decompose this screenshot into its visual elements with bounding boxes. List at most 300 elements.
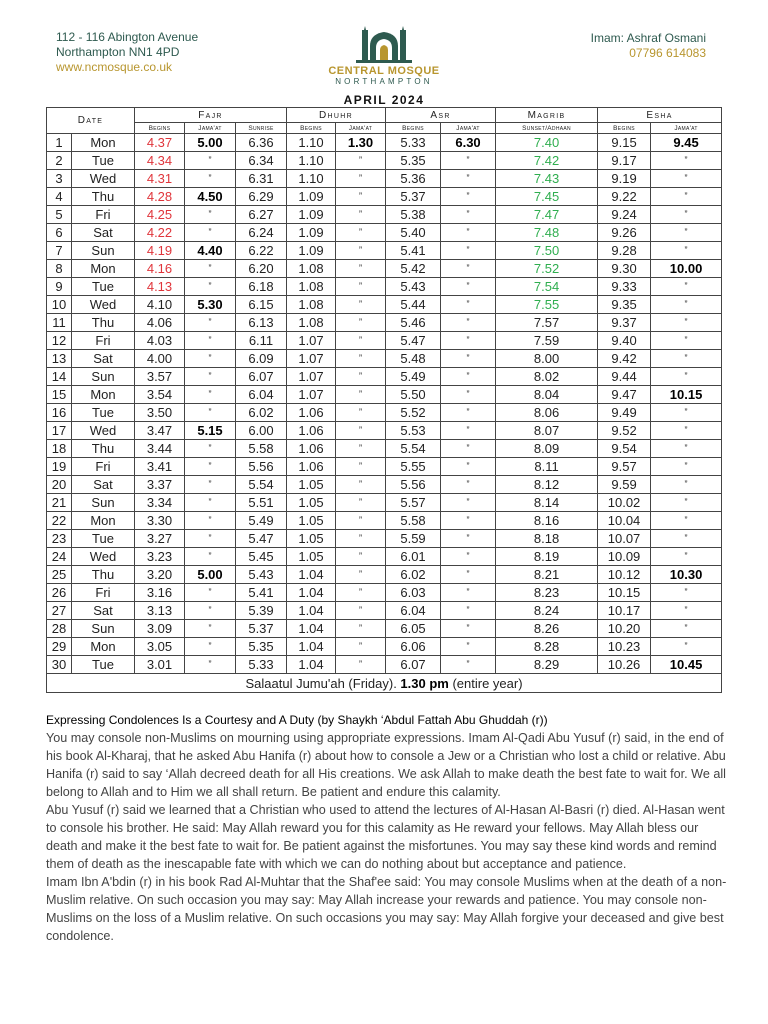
table-row [47,638,722,656]
asr-begins-cell: 6.06 [386,638,441,656]
fajr-begins-cell: 3.30 [135,512,185,530]
day-name-cell: Tue [72,530,135,548]
day-number-cell: 19 [47,458,72,476]
asr-jamaat-cell: ” [441,512,496,530]
esha-jamaat-cell: ” [651,242,722,260]
esha-begins-cell: 9.57 [598,458,651,476]
asr-jamaat-cell: 6.30 [441,134,496,152]
day-number-cell: 2 [47,152,72,170]
fajr-begins-cell: 3.23 [135,548,185,566]
day-name-cell: Wed [72,170,135,188]
asr-jamaat-cell: ” [441,170,496,188]
day-name-cell: Sat [72,350,135,368]
day-name-cell: Thu [72,188,135,206]
asr-begins-cell: 5.57 [386,494,441,512]
magrib-sunset-cell: 7.52 [496,260,598,278]
asr-begins-cell: 5.38 [386,206,441,224]
table-row [47,440,722,458]
dhuhr-begins-cell: 1.04 [287,566,336,584]
fajr-begins-cell: 3.09 [135,620,185,638]
sunrise-cell: 6.11 [236,332,287,350]
magrib-sunset-cell: 8.16 [496,512,598,530]
day-number-cell: 20 [47,476,72,494]
table-row [47,368,722,386]
magrib-sunset-cell: 7.57 [496,314,598,332]
day-name-cell: Thu [72,566,135,584]
dhuhr-jamaat-cell: ” [336,512,386,530]
day-number-cell: 21 [47,494,72,512]
asr-jamaat-cell: ” [441,584,496,602]
fajr-jamaat-cell: ” [185,458,236,476]
fajr-jamaat-cell: ” [185,314,236,332]
magrib-sunset-cell: 7.59 [496,332,598,350]
dhuhr-begins-cell: 1.07 [287,350,336,368]
esha-begins-header: Begins [598,123,651,134]
day-name-cell: Fri [72,458,135,476]
dhuhr-begins-cell: 1.04 [287,638,336,656]
esha-jamaat-header: Jama'at [651,123,722,134]
esha-begins-cell: 9.49 [598,404,651,422]
table-row [47,278,722,296]
asr-jamaat-cell: ” [441,188,496,206]
sunrise-cell: 5.56 [236,458,287,476]
dhuhr-jamaat-cell: ” [336,602,386,620]
asr-jamaat-cell: ” [441,278,496,296]
sunrise-cell: 5.35 [236,638,287,656]
day-name-cell: Mon [72,386,135,404]
asr-jamaat-cell: ” [441,476,496,494]
magrib-sunset-cell: 7.40 [496,134,598,152]
logo-name: CENTRAL MOSQUE [328,65,440,77]
prayer-timetable [46,107,722,693]
fajr-jamaat-cell: 5.00 [185,134,236,152]
fajr-jamaat-cell: 4.40 [185,242,236,260]
esha-jamaat-cell: ” [651,422,722,440]
fajr-jamaat-cell: ” [185,206,236,224]
table-row [47,188,722,206]
day-name-cell: Fri [72,206,135,224]
fajr-begins-cell: 4.16 [135,260,185,278]
fajr-begins-cell: 3.57 [135,368,185,386]
asr-begins-cell: 5.35 [386,152,441,170]
fajr-begins-cell: 4.22 [135,224,185,242]
day-number-cell: 26 [47,584,72,602]
asr-jamaat-cell: ” [441,530,496,548]
header-row-sub [47,123,722,134]
table-row [47,548,722,566]
esha-begins-cell: 9.54 [598,440,651,458]
fajr-jamaat-cell: ” [185,530,236,548]
esha-jamaat-cell: ” [651,404,722,422]
month-title: APRIL 2024 [343,93,425,107]
esha-jamaat-cell: ” [651,224,722,242]
asr-begins-cell: 6.03 [386,584,441,602]
dhuhr-begins-cell: 1.04 [287,602,336,620]
fajr-jamaat-cell: ” [185,404,236,422]
day-name-cell: Sun [72,368,135,386]
fajr-begins-cell: 3.54 [135,386,185,404]
esha-jamaat-cell: ” [651,296,722,314]
asr-begins-cell: 6.07 [386,656,441,674]
fajr-begins-cell: 3.05 [135,638,185,656]
magrib-sunset-cell: 8.04 [496,386,598,404]
asr-jamaat-header: Jama'at [441,123,496,134]
esha-jamaat-cell: 10.45 [651,656,722,674]
article-title: Expressing Condolences Is a Courtesy and A Duty (by Shaykh ‘Abdul Fattah Abu Ghuddah (r)) [46,713,548,727]
fajr-jamaat-cell: ” [185,584,236,602]
asr-jamaat-cell: ” [441,368,496,386]
asr-jamaat-cell: ” [441,656,496,674]
asr-jamaat-cell: ” [441,638,496,656]
sunrise-cell: 5.33 [236,656,287,674]
fajr-jamaat-cell: ” [185,224,236,242]
dhuhr-jamaat-cell: ” [336,368,386,386]
dhuhr-begins-cell: 1.05 [287,530,336,548]
fajr-begins-cell: 4.25 [135,206,185,224]
day-number-cell: 27 [47,602,72,620]
website-link[interactable]: www.ncmosque.co.uk [56,60,173,74]
timetable-body [47,134,722,674]
sunrise-cell: 5.41 [236,584,287,602]
table-row [47,566,722,584]
table-row [47,512,722,530]
dhuhr-jamaat-cell: ” [336,152,386,170]
dhuhr-jamaat-cell: ” [336,296,386,314]
esha-begins-cell: 9.24 [598,206,651,224]
dhuhr-jamaat-cell: ” [336,548,386,566]
esha-jamaat-cell: ” [651,440,722,458]
article-paragraph-2: Abu Yusuf (r) said we learned that a Christian who used to attend the lectures of Al-Hasan Al-Basri (r) died. Al-Hasan went to console his brother. He said: May Allah reward you for this calamity as He reward your fellows. May Allah bless our death and make it the best fate to wait for. Be patient against the misfortunes. You may say these kind words and remind them of death as the inescapable fate with which we can do nothing about but acceptance and patience. [46,803,725,871]
day-name-cell: Sat [72,602,135,620]
table-row [47,350,722,368]
day-number-cell: 10 [47,296,72,314]
esha-begins-cell: 9.35 [598,296,651,314]
sunrise-cell: 6.13 [236,314,287,332]
dhuhr-begins-cell: 1.07 [287,368,336,386]
magrib-sunset-cell: 8.29 [496,656,598,674]
dhuhr-begins-cell: 1.06 [287,440,336,458]
sunrise-cell: 5.49 [236,512,287,530]
day-name-cell: Thu [72,440,135,458]
fajr-jamaat-cell: ” [185,512,236,530]
jumuah-label: Salaatul Jumu'ah (Friday). [245,675,401,691]
esha-begins-cell: 10.02 [598,494,651,512]
fajr-jamaat-cell: 5.30 [185,296,236,314]
dhuhr-jamaat-cell: ” [336,656,386,674]
magrib-sunset-cell: 8.11 [496,458,598,476]
dhuhr-begins-cell: 1.04 [287,656,336,674]
dhuhr-begins-cell: 1.10 [287,134,336,152]
sunrise-cell: 5.39 [236,602,287,620]
fajr-jamaat-cell: 4.50 [185,188,236,206]
fajr-begins-cell: 3.50 [135,404,185,422]
magrib-sunset-cell: 7.54 [496,278,598,296]
sunrise-cell: 5.37 [236,620,287,638]
asr-begins-cell: 5.52 [386,404,441,422]
asr-begins-cell: 5.40 [386,224,441,242]
dhuhr-jamaat-cell: ” [336,584,386,602]
esha-begins-cell: 10.09 [598,548,651,566]
dhuhr-begins-cell: 1.06 [287,422,336,440]
sunrise-cell: 6.20 [236,260,287,278]
day-name-cell: Sun [72,620,135,638]
day-number-cell: 15 [47,386,72,404]
fajr-jamaat-cell: ” [185,656,236,674]
esha-begins-cell: 10.23 [598,638,651,656]
day-name-cell: Tue [72,404,135,422]
esha-begins-cell: 10.15 [598,584,651,602]
esha-begins-cell: 9.30 [598,260,651,278]
dhuhr-jamaat-cell: ” [336,458,386,476]
table-row [47,494,722,512]
asr-jamaat-cell: ” [441,422,496,440]
fajr-jamaat-cell: ” [185,368,236,386]
dhuhr-begins-cell: 1.09 [287,224,336,242]
imam-name: Imam: Ashraf Osmani [590,31,706,45]
dhuhr-begins-cell: 1.05 [287,512,336,530]
esha-jamaat-cell: ” [651,458,722,476]
fajr-begins-cell: 4.34 [135,152,185,170]
jumuah-note [47,674,722,693]
day-name-cell: Wed [72,422,135,440]
date-header: Date [47,108,135,134]
magrib-sunset-header: Sunset/Adhaan [496,123,598,134]
dhuhr-begins-cell: 1.10 [287,170,336,188]
asr-begins-cell: 5.56 [386,476,441,494]
day-number-cell: 3 [47,170,72,188]
fajr-jamaat-cell: ” [185,350,236,368]
fajr-jamaat-cell: ” [185,260,236,278]
asr-begins-cell: 5.50 [386,386,441,404]
dhuhr-begins-cell: 1.09 [287,242,336,260]
fajr-begins-cell: 3.20 [135,566,185,584]
esha-begins-cell: 10.17 [598,602,651,620]
table-row [47,296,722,314]
sunrise-cell: 6.00 [236,422,287,440]
table-row [47,656,722,674]
mosque-logo [314,26,454,86]
magrib-sunset-cell: 8.07 [496,422,598,440]
sunrise-cell: 6.36 [236,134,287,152]
esha-jamaat-cell: ” [651,170,722,188]
magrib-sunset-cell: 7.48 [496,224,598,242]
esha-jamaat-cell: ” [651,314,722,332]
sunrise-cell: 5.58 [236,440,287,458]
dhuhr-jamaat-cell: ” [336,530,386,548]
fajr-begins-cell: 3.47 [135,422,185,440]
fajr-jamaat-header: Jama'at [185,123,236,134]
day-name-cell: Sat [72,224,135,242]
asr-jamaat-cell: ” [441,602,496,620]
fajr-begins-cell: 3.16 [135,584,185,602]
day-number-cell: 25 [47,566,72,584]
day-number-cell: 9 [47,278,72,296]
fajr-begins-cell: 3.13 [135,602,185,620]
dhuhr-jamaat-cell: ” [336,386,386,404]
table-row [47,206,722,224]
table-row [47,458,722,476]
day-name-cell: Tue [72,656,135,674]
asr-begins-cell: 5.53 [386,422,441,440]
esha-begins-cell: 9.28 [598,242,651,260]
fajr-begins-cell: 4.00 [135,350,185,368]
mosque-dome-icon [354,26,414,64]
esha-jamaat-cell: ” [651,602,722,620]
day-number-cell: 1 [47,134,72,152]
day-number-cell: 14 [47,368,72,386]
sunrise-cell: 5.45 [236,548,287,566]
dhuhr-jamaat-cell: ” [336,566,386,584]
asr-begins-cell: 5.41 [386,242,441,260]
dhuhr-jamaat-cell: ” [336,476,386,494]
dhuhr-jamaat-cell: ” [336,332,386,350]
fajr-jamaat-cell: ” [185,332,236,350]
asr-begins-cell: 6.04 [386,602,441,620]
table-row [47,332,722,350]
asr-jamaat-cell: ” [441,332,496,350]
asr-jamaat-cell: ” [441,296,496,314]
dhuhr-jamaat-cell: ” [336,278,386,296]
sunrise-cell: 6.29 [236,188,287,206]
esha-begins-cell: 9.37 [598,314,651,332]
table-row [47,620,722,638]
dhuhr-jamaat-header: Jama'at [336,123,386,134]
esha-header: Esha [598,108,722,123]
esha-begins-cell: 9.42 [598,350,651,368]
magrib-sunset-cell: 8.23 [496,584,598,602]
asr-begins-cell: 5.59 [386,530,441,548]
dhuhr-begins-cell: 1.07 [287,386,336,404]
dhuhr-begins-cell: 1.08 [287,278,336,296]
dhuhr-begins-cell: 1.05 [287,494,336,512]
fajr-jamaat-cell: ” [185,152,236,170]
sunrise-cell: 6.09 [236,350,287,368]
sunrise-cell: 6.24 [236,224,287,242]
esha-jamaat-cell: ” [651,350,722,368]
dhuhr-begins-cell: 1.08 [287,260,336,278]
dhuhr-header: Dhuhr [287,108,386,123]
esha-jamaat-cell: ” [651,512,722,530]
day-name-cell: Thu [72,314,135,332]
esha-jamaat-cell: 10.00 [651,260,722,278]
asr-begins-cell: 6.05 [386,620,441,638]
magrib-sunset-cell: 8.09 [496,440,598,458]
jumuah-row [47,674,722,693]
esha-jamaat-cell: 10.15 [651,386,722,404]
table-row [47,386,722,404]
asr-jamaat-cell: ” [441,404,496,422]
asr-begins-cell: 6.01 [386,548,441,566]
esha-jamaat-cell: 9.45 [651,134,722,152]
day-number-cell: 29 [47,638,72,656]
dhuhr-jamaat-cell: ” [336,260,386,278]
fajr-jamaat-cell: 5.15 [185,422,236,440]
table-row [47,314,722,332]
fajr-begins-cell: 4.10 [135,296,185,314]
fajr-begins-cell: 3.34 [135,494,185,512]
fajr-jamaat-cell: ” [185,602,236,620]
esha-begins-cell: 9.15 [598,134,651,152]
asr-jamaat-cell: ” [441,224,496,242]
sunrise-cell: 6.02 [236,404,287,422]
day-number-cell: 18 [47,440,72,458]
logo-subtitle: NORTHAMPTON [335,77,433,86]
asr-begins-cell: 5.47 [386,332,441,350]
esha-begins-cell: 9.17 [598,152,651,170]
jumuah-suffix: (entire year) [448,675,523,691]
table-row [47,152,722,170]
esha-begins-cell: 9.26 [598,224,651,242]
asr-jamaat-cell: ” [441,620,496,638]
fajr-jamaat-cell: 5.00 [185,566,236,584]
article-paragraph-3: Imam Ibn A'bdin (r) in his book Rad Al-Muhtar that the Shaf'ee said: You may console Muslims when at the death of a non-Muslim relative. On such occasion you may say: May Allah increase your rewards and patience. You may console non-Muslims on the loss of a Muslim relative. On such occasions you may say: May Allah forgive your deceased and give best condolence. [46,875,727,943]
asr-begins-cell: 5.49 [386,368,441,386]
dhuhr-jamaat-cell: ” [336,422,386,440]
dhuhr-jamaat-cell: ” [336,440,386,458]
asr-begins-cell: 6.02 [386,566,441,584]
sunrise-cell: 6.07 [236,368,287,386]
day-name-cell: Fri [72,332,135,350]
asr-jamaat-cell: ” [441,440,496,458]
sunrise-cell: 6.34 [236,152,287,170]
esha-jamaat-cell: ” [651,332,722,350]
table-row [47,134,722,152]
magrib-sunset-cell: 7.42 [496,152,598,170]
esha-begins-cell: 10.04 [598,512,651,530]
dhuhr-jamaat-cell: ” [336,206,386,224]
day-number-cell: 12 [47,332,72,350]
dhuhr-jamaat-cell: ” [336,170,386,188]
asr-begins-cell: 5.46 [386,314,441,332]
sunrise-cell: 6.31 [236,170,287,188]
asr-jamaat-cell: ” [441,260,496,278]
table-row [47,260,722,278]
sunrise-cell: 5.43 [236,566,287,584]
dhuhr-begins-cell: 1.05 [287,548,336,566]
fajr-jamaat-cell: ” [185,278,236,296]
magrib-sunset-cell: 8.19 [496,548,598,566]
dhuhr-jamaat-cell: ” [336,404,386,422]
magrib-sunset-cell: 7.43 [496,170,598,188]
asr-begins-cell: 5.58 [386,512,441,530]
day-number-cell: 23 [47,530,72,548]
asr-jamaat-cell: ” [441,152,496,170]
esha-begins-cell: 10.20 [598,620,651,638]
imam-contact [591,31,706,61]
esha-begins-cell: 9.22 [598,188,651,206]
day-number-cell: 11 [47,314,72,332]
fajr-jamaat-cell: ” [185,170,236,188]
day-number-cell: 13 [47,350,72,368]
table-row [47,602,722,620]
jumuah-time: 1.30 pm [400,675,449,691]
table-row [47,242,722,260]
day-name-cell: Wed [72,296,135,314]
day-name-cell: Sat [72,476,135,494]
fajr-begins-header: Begins [135,123,185,134]
asr-begins-cell: 5.33 [386,134,441,152]
fajr-begins-cell: 3.01 [135,656,185,674]
table-row [47,422,722,440]
esha-jamaat-cell: 10.30 [651,566,722,584]
day-name-cell: Wed [72,548,135,566]
sunrise-cell: 6.04 [236,386,287,404]
table-row [47,584,722,602]
magrib-sunset-cell: 8.26 [496,620,598,638]
sunrise-cell: 6.18 [236,278,287,296]
article-paragraph-1: You may console non-Muslims on mourning using appropriate expressions. Imam Al-Qadi Abu Yusuf (r) said, in the end of his book Al-Kharaj, that he asked Abu Hanifa (r) about how to console a Jew or a Christian who lost a child or relative. Abu Hanifa (r) said to say ‘Allah decreed death for all His creations. We ask Allah to make death the best fate to wait for. We all belong to Allah and to Him we all shall return. Be patient and endure this calamity. [46,731,726,799]
esha-jamaat-cell: ” [651,620,722,638]
